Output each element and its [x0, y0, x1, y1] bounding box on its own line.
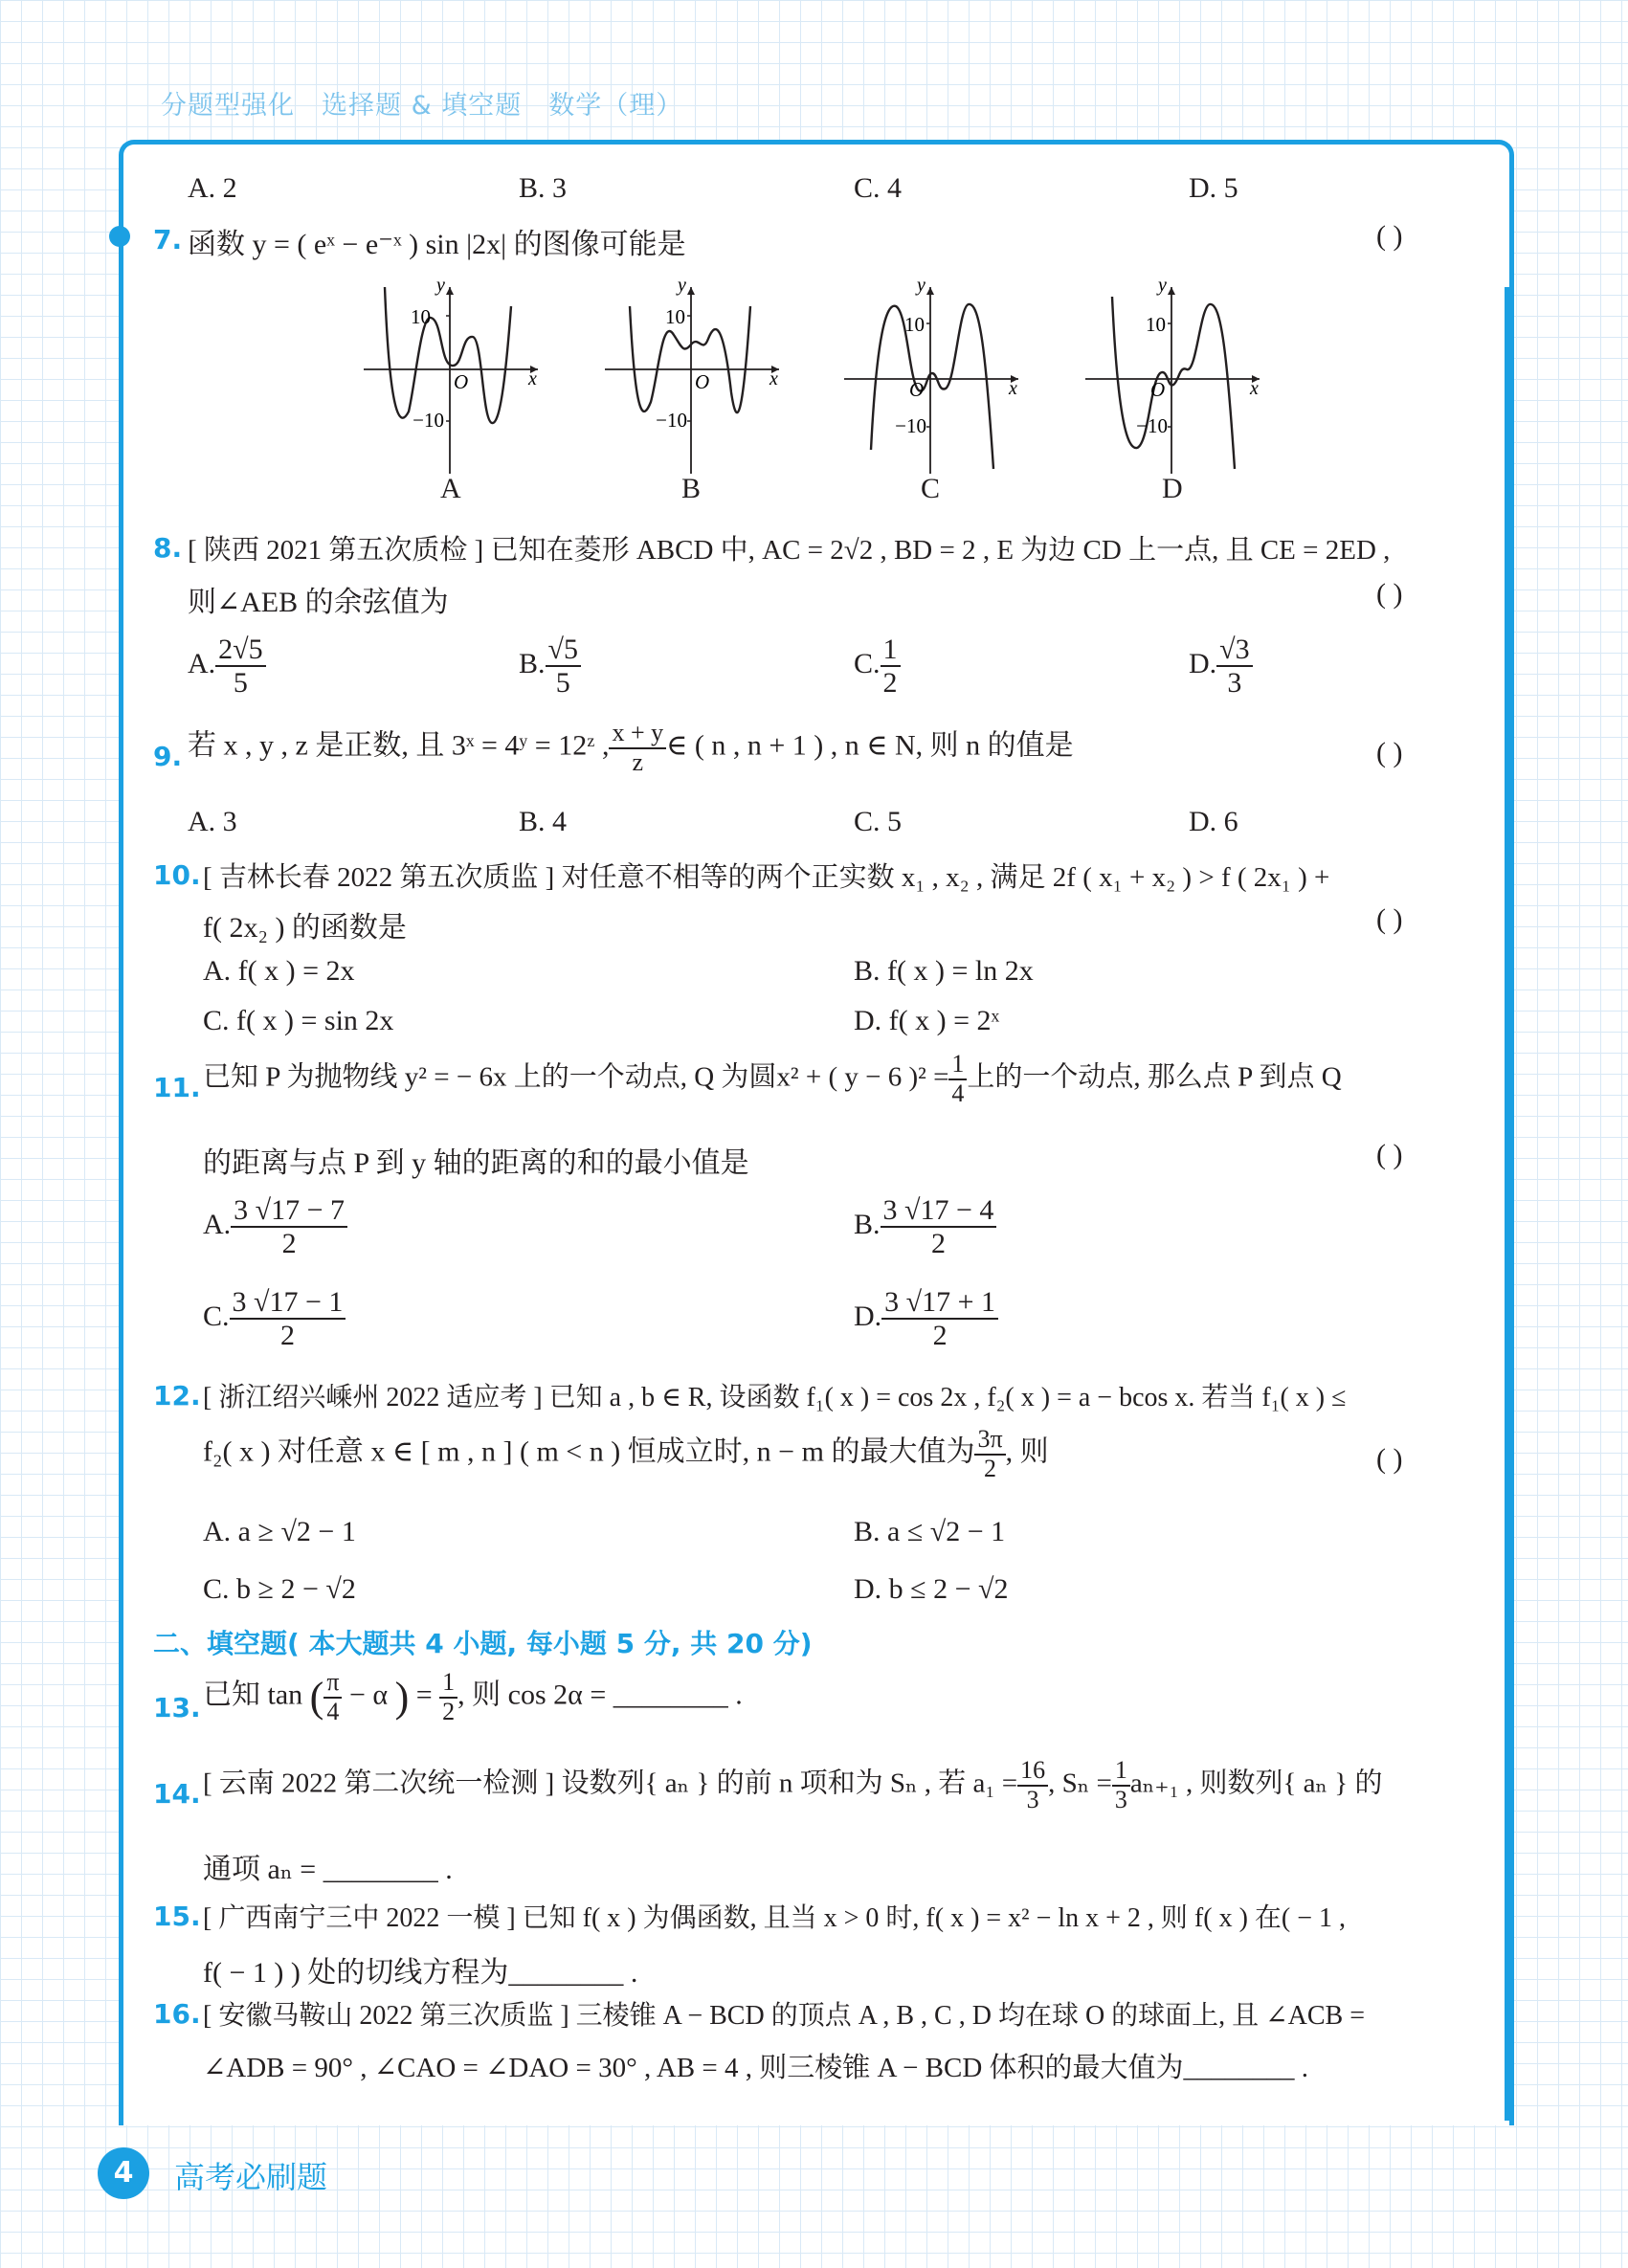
q8-option-a-num: 2√5: [215, 634, 265, 667]
q10-option-b: B. f( x ) = ln 2x: [854, 955, 1034, 987]
q12-stem-line1: [ 浙江绍兴嵊州 2022 适应考 ] 已知 a , b ∈ R, 设函数 f₁( x ) = cos 2x , f₂( x ) = a − bcos x. 若当 f₁( x ) ≤: [203, 1383, 1347, 1412]
q8-stem-line1: [ 陕西 2021 第五次质检 ] 已知在菱形 ABCD 中, AC = 2√2 , BD = 2 , E 为边 CD 上一点, 且 CE = 2ED ,: [188, 535, 1391, 566]
q8-option-d-den: 3: [1227, 667, 1242, 699]
q8-option-d-num: √3: [1216, 634, 1252, 667]
q8-option-a-den: 5: [233, 667, 248, 699]
graph-a-label: A: [440, 473, 461, 504]
q11-option-d: D. $\frac{3 √17 + 1}{2}$: [854, 1286, 998, 1351]
header-topic: 选择题 & 填空题: [322, 91, 523, 121]
q11-stem-line2: 的距离与点 P 到 y 轴的距离的和的最小值是: [203, 1147, 749, 1179]
graph-d-y-label: y: [1158, 278, 1167, 296]
graph-c: [836, 278, 1028, 478]
q10-answer-paren: ( ): [1376, 903, 1403, 935]
q7-stem: 函数 y = ( eˣ − e⁻ˣ ) sin |2x| 的图像可能是: [188, 229, 686, 260]
q7-answer-paren: ( ): [1376, 220, 1403, 252]
graph-d: [1078, 278, 1269, 478]
graph-a: [356, 278, 547, 478]
q10-option-c: C. f( x ) = sin 2x: [203, 1005, 394, 1036]
graph-b-tick-top: 10: [665, 305, 685, 328]
q10-stem-line2: f( 2x₂ ) 的函数是: [203, 912, 407, 944]
q16-stem-line2: ∠ADB = 90° , ∠CAO = ∠DAO = 30° , AB = 4 , 则三棱锥 A − BCD 体积的最大值为________ .: [203, 2053, 1309, 2083]
graph-c-origin: O: [909, 378, 925, 401]
q12-option-a: A. a ≥ √2 − 1: [203, 1516, 356, 1547]
graph-b-origin: O: [695, 370, 710, 393]
q10-stem-line1: [ 吉林长春 2022 第五次质监 ] 对任意不相等的两个正实数 x₁ , x₂ , 满足 2f ( x₁ + x₂ ) > f ( 2x₁ ) +: [203, 862, 1330, 893]
graph-a-origin: O: [454, 370, 469, 393]
bullet-dot: [109, 226, 130, 247]
q13-stem: 已知 tan ( $\frac{\pi}{4}$ − α ) = $\frac{1}{2}$ , 则 cos 2α = ________ .: [203, 1668, 743, 1725]
q14-number: 14.: [153, 1778, 201, 1810]
q6-option-b: B. 3: [519, 172, 568, 204]
graph-b: [597, 278, 789, 478]
q6-option-a: A. 2: [188, 172, 237, 204]
graph-b-tick-bottom: −10: [656, 409, 687, 432]
q11-option-b: B. $\frac{3 √17 - 4}{2}$: [854, 1194, 996, 1259]
q9-option-b: B. 4: [519, 806, 568, 837]
header-series: 分题型强化: [161, 91, 295, 121]
q11-answer-paren: ( ): [1376, 1139, 1403, 1170]
q12-option-c: C. b ≥ 2 − √2: [203, 1573, 356, 1605]
graph-b-x-label: x: [769, 368, 778, 389]
graph-a-x-label: x: [528, 368, 537, 389]
graph-b-label: B: [681, 473, 702, 504]
q8-option-a: A. $\frac{2√5}{5}$: [188, 634, 266, 699]
q12-option-d: D. b ≤ 2 − √2: [854, 1573, 1009, 1605]
q12-number: 12.: [153, 1380, 201, 1412]
q10-number: 10.: [153, 859, 201, 891]
graph-c-tick-top: 10: [904, 313, 925, 336]
graph-d-label: D: [1162, 473, 1183, 504]
q16-stem-line1: [ 安徽马鞍山 2022 第三次质监 ] 三棱锥 A − BCD 的顶点 A , B , C , D 均在球 O 的球面上, 且 ∠ACB =: [203, 2001, 1365, 2031]
graph-d-origin: O: [1150, 378, 1166, 401]
graph-c-tick-bottom: −10: [895, 414, 926, 437]
q10-option-d: D. f( x ) = 2ˣ: [854, 1005, 1000, 1036]
q6-option-c: C. 4: [854, 172, 903, 204]
q15-stem-line1: [ 广西南宁三中 2022 一模 ] 已知 f( x ) 为偶函数, 且当 x > 0 时, f( x ) = x² − ln x + 2 , 则 f( x ) 在( − 1 ,: [203, 1903, 1347, 1933]
graph-b-y-label: y: [678, 278, 686, 296]
book-title: 高考必刷题: [174, 2159, 328, 2195]
q11-stem-line1: 已知 P 为抛物线 y² = − 6x 上的一个动点, Q 为圆x² + ( y − 6 )² = $\frac{1}{4}$ 上的一个动点, 那么点 P 到点 Q: [203, 1050, 1342, 1107]
frame-side-bar: [1505, 287, 1511, 2121]
graph-c-label: C: [921, 473, 941, 504]
q8-option-b: B. $\frac{√5}{5}$: [519, 634, 581, 699]
q9-answer-paren: ( ): [1376, 737, 1403, 768]
graph-c-x-label: x: [1009, 378, 1017, 399]
q9-option-d: D. 6: [1189, 806, 1238, 837]
q8-number: 8.: [153, 532, 183, 564]
q13-number: 13.: [153, 1692, 201, 1723]
running-header: [161, 84, 709, 122]
q14-stem-line1: [ 云南 2022 第二次统一检测 ] 设数列{ aₙ } 的前 n 项和为 Sₙ , 若 a₁ = $\frac{16}{3}$ , Sₙ = $\frac{1}{3}$ aₙ₊₁ , 则数列{ aₙ } 的: [203, 1756, 1383, 1813]
q15-stem-line2: f( − 1 ) ) 处的切线方程为________ .: [203, 1957, 638, 1989]
graph-a-tick-bottom: −10: [413, 409, 444, 432]
q12-stem-line2: f₂( x ) 对任意 x ∈ [ m , n ] ( m < n ) 恒成立时, n − m 的最大值为 $\frac{3\pi}{2}$ , 则: [203, 1425, 1049, 1482]
q9-option-c: C. 5: [854, 806, 903, 837]
q8-option-c-den: 2: [882, 667, 898, 699]
graph-d-x-label: x: [1250, 378, 1259, 399]
graph-d-tick-top: 10: [1146, 313, 1166, 336]
q8-option-c: C. $\frac{1}{2}$: [854, 634, 901, 699]
q8-option-d: D. $\frac{√3}{3}$: [1189, 634, 1253, 699]
graph-d-tick-bottom: −10: [1136, 414, 1168, 437]
q15-number: 15.: [153, 1901, 201, 1932]
q16-number: 16.: [153, 1998, 201, 2030]
graph-a-tick-top: 10: [411, 305, 431, 328]
q12-option-b: B. a ≤ √2 − 1: [854, 1516, 1006, 1547]
page-number: 4: [98, 2147, 149, 2199]
q8-answer-paren: ( ): [1376, 578, 1403, 610]
q14-stem-line2: 通项 aₙ = ________ .: [203, 1854, 453, 1885]
header-subject: 数学（理）: [548, 91, 683, 121]
q8-stem-line2: 则∠AEB 的余弦值为: [188, 587, 449, 618]
q8-option-c-num: 1: [881, 634, 901, 667]
q12-answer-paren: ( ): [1376, 1443, 1403, 1475]
q9-stem: 若 x , y , z 是正数, 且 3ˣ = 4ʸ = 12ᶻ , $\frac{x + y}{z}$ ∈ ( n , n + 1 ) , n ∈ N, 则 n 的值是: [188, 719, 1074, 776]
q6-option-d: D. 5: [1189, 172, 1238, 204]
graph-c-y-label: y: [917, 278, 926, 296]
graph-a-y-label: y: [436, 278, 445, 296]
q11-option-a: A. $\frac{3 √17 - 7}{2}$: [203, 1194, 347, 1259]
q8-option-b-num: √5: [546, 634, 581, 667]
section-title-fill-in: 二、填空题( 本大题共 4 小题, 每小题 5 分, 共 20 分): [153, 1628, 813, 1659]
q9-number: 9.: [153, 741, 183, 772]
q7-number: 7.: [153, 224, 183, 256]
q10-option-a: A. f( x ) = 2x: [203, 955, 355, 987]
q9-option-a: A. 3: [188, 806, 237, 837]
q11-option-c: C. $\frac{3 √17 - 1}{2}$: [203, 1286, 346, 1351]
q11-number: 11.: [153, 1072, 201, 1103]
q8-option-b-den: 5: [555, 667, 570, 699]
content-frame: [119, 140, 1514, 2125]
